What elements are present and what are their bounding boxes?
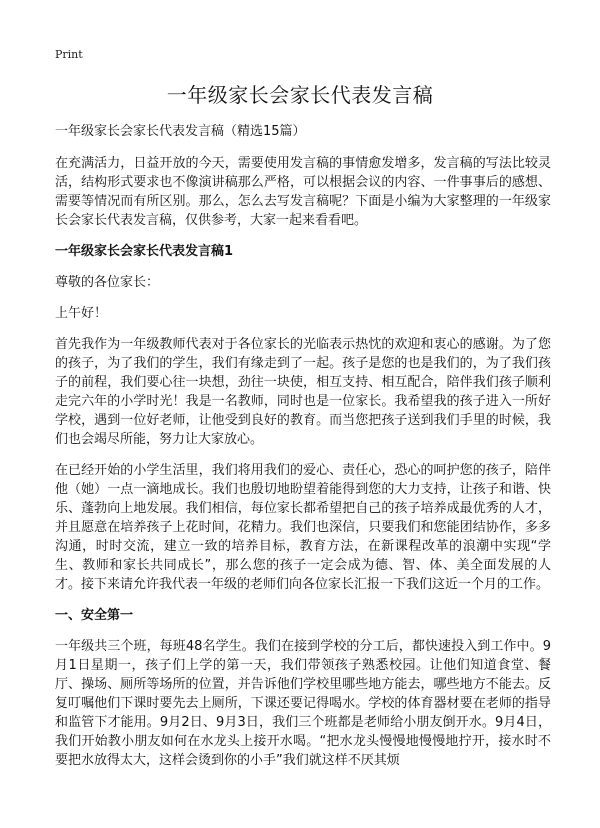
page-title: 一年级家长会家长代表发言稿 — [166, 83, 434, 107]
section-heading-1: 一年级家长会家长代表发言稿1 — [55, 244, 234, 259]
salutation: 尊敬的各位家长： — [55, 275, 160, 290]
article-body — [55, 122, 551, 782]
section-heading-2: 一、安全第一 — [55, 608, 134, 623]
body-paragraph-3: 一年级共三个班，每班48名学生。我们在接到学校的分工后，都快速投入到工作中。9月1日星期一，孩子们上学的第一天，我们带领孩子熟悉校园。让他们知道食堂、餐厅、操场、厕所等场所的位置，并告诉他们学校里哪些地方能去，哪些地方不能去。反复叮嘱他们下课时要先去上厕所，下课还要记得喝水。学校的体育器材要在老师的指导和监管下才能用。9月2日、9月3日，我们三个班都是老师给小朋友倒开水。9月4日，我们开始教小朋友如何在水龙头上接开水喝。“把水龙头慢慢地慢慢地拧开，接水时不要把水放得太大，这样会烫到你的小手”我们就这样不厌其烦 — [55, 639, 551, 768]
intro-paragraph: 在充满活力，日益开放的今天，需要使用发言稿的事情愈发增多，发言稿的写法比较灵活，结构形式要求也不像演讲稿那么严格，可以根据会议的内容、一件事事后的感想、需要等情况而有所区别。那么，怎么去写发言稿呢？下面是小编为大家整理的一年级家长会家长代表发言稿，仅供参考，大家一起来看看吧。 — [55, 156, 551, 228]
greeting: 上午好！ — [55, 306, 108, 321]
print-link[interactable]: Print — [55, 48, 83, 61]
body-paragraph-1: 首先我作为一年级教师代表对于各位家长的光临表示热忱的欢迎和衷心的感谢。为了您的孩子，为了我们的学生，我们有缘走到了一起。孩子是您的也是我们的，为了我们孩子的前程，我们要心往一块想，劲往一块使，相互支持、相互配合，陪伴我们孩子顺利走完六年的小学时光！我是一名教师，同时也是一位家长。我希望我的孩子进入一所好学校，遇到一位好老师，让他受到良好的教育。而当您把孩子送到我们手里的时候，我们也会竭尽所能，努力让大家放心。 — [55, 337, 551, 447]
body-paragraph-2: 在已经开始的小学生活里，我们将用我们的爱心、责任心，恐心的呵护您的孩子，陪伴他（她）一点一滴地成长。我们也殷切地盼望着能得到您的大力支持，让孩子和谐、快乐、蓬勃向上地发展。我们相信，每位家长都希望把自己的孩子培养成最优秀的人才，并且愿意在培养孩子上花时间，花精力。我们也深信，只要我们和您能团结协作，多多沟通，时时交流，建立一致的培养目标，教育方法，在新课程改革的浪潮中实现“学生、教师和家长共同成长”，那么您的孩子一定会成为德、智、体、美全面发展的人才。接下来请允许我代表一年级的老师们向各位家长汇报一下我们这近一个月的工作。 — [55, 463, 551, 592]
article-subtitle: 一年级家长会家长代表发言稿（精选15篇） — [55, 124, 306, 139]
